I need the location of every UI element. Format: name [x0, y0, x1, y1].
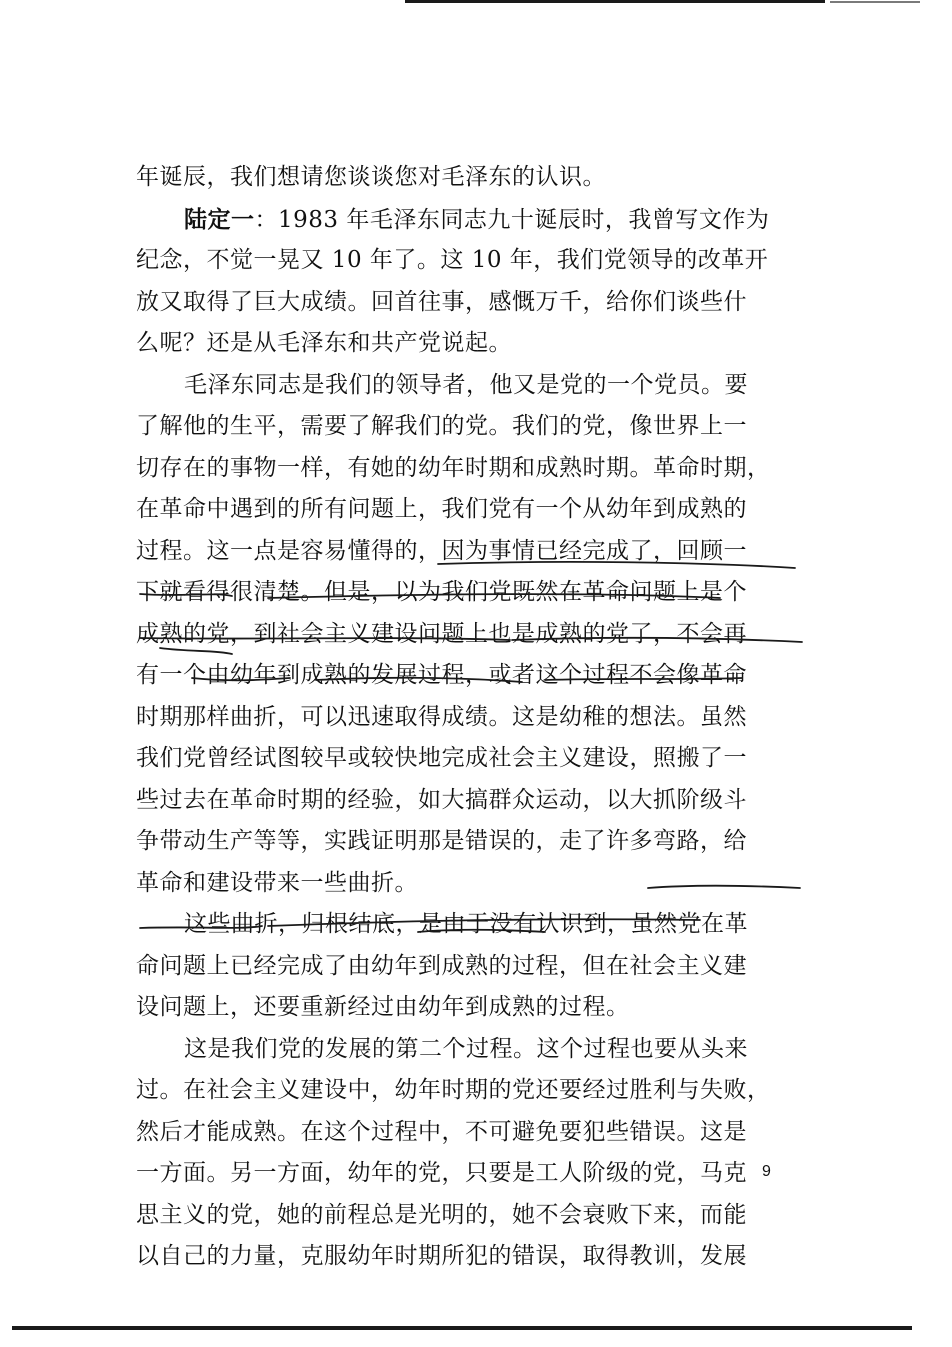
text-line: 设问题上，还要重新经过由幼年到成熟的过程。 — [136, 994, 630, 1020]
text-line: 成熟的党，到社会主义建设问题上也是成熟的党了，不会再 — [136, 620, 747, 647]
text-line: 革命和建设带来一些曲折。 — [136, 869, 418, 896]
text-line: 思主义的党，她的前程总是光明的，她不会衰败下来，而能 — [136, 1201, 747, 1228]
text-line: 然后才能成熟。在这个过程中，不可避免要犯些错误。这是 — [136, 1118, 747, 1145]
text-line: 么呢？还是从毛泽东和共产党说起。 — [136, 330, 512, 356]
text-line: 年诞辰，我们想请您谈谈您对毛泽东的认识。 — [136, 164, 606, 190]
text-line: 命问题上已经完成了由幼年到成熟的过程，但在社会主义建 — [136, 952, 747, 979]
scan-edge-top-faint — [830, 1, 920, 3]
text-line — [136, 199, 800, 241]
scan-edge-bottom — [12, 1326, 912, 1330]
text-line: 我们党曾经试图较早或较快地完成社会主义建设，照搬了一 — [136, 745, 747, 771]
text-line: 争带动生产等等，实践证明那是错误的，走了许多弯路，给 — [136, 828, 747, 854]
text-line: 一方面。另一方面，幼年的党，只要是工人阶级的党，马克 — [136, 1160, 747, 1186]
text-line: 这些曲折，归根结底，是由于没有认识到，虽然党在革 — [184, 911, 748, 937]
text-line: 时期那样曲折，可以迅速取得成绩。这是幼稚的想法。虽然 — [136, 703, 747, 730]
text-line: 在革命中遇到的所有问题上，我们党有一个从幼年到成熟的 — [136, 496, 747, 522]
speaker-name: 陆定一 — [184, 205, 255, 233]
text-line: 过。在社会主义建设中，幼年时期的党还要经过胜利与失败， — [136, 1077, 771, 1103]
text-line: 有一个由幼年到成熟的发展过程，或者这个过程不会像革命 — [136, 662, 747, 688]
line-text: ：1983 年毛泽东同志九十诞辰时，我曾写文作为 — [254, 206, 770, 233]
text-line: 纪念，不觉一晃又 10 年了。这 10 年，我们党领导的改革开 — [136, 247, 769, 273]
text-line: 放又取得了巨大成绩。回首往事，感慨万千，给你们谈些什 — [136, 288, 747, 315]
text-line: 毛泽东同志是我们的领导者，他又是党的一个党员。要 — [184, 371, 748, 398]
text-line: 这是我们党的发展的第二个过程。这个过程也要从头来 — [184, 1035, 748, 1062]
text-line: 了解他的生平，需要了解我们的党。我们的党，像世界上一 — [136, 413, 747, 439]
text-line: 些过去在革命时期的经验，如大搞群众运动，以大抓阶级斗 — [136, 786, 747, 813]
text-line: 以自己的力量，克服幼年时期所犯的错误，取得教训，发展 — [136, 1243, 747, 1269]
scan-edge-top — [405, 0, 825, 3]
text-line: 过程。这一点是容易懂得的，因为事情已经完成了，回顾一 — [136, 537, 747, 564]
text-line: 下就看得很清楚。但是，以为我们党既然在革命问题上是个 — [136, 579, 747, 605]
body-text — [136, 157, 800, 1278]
text-line: 切存在的事物一样，有她的幼年时期和成熟时期。革命时期， — [136, 454, 771, 481]
page-number: 9 — [762, 1163, 771, 1180]
